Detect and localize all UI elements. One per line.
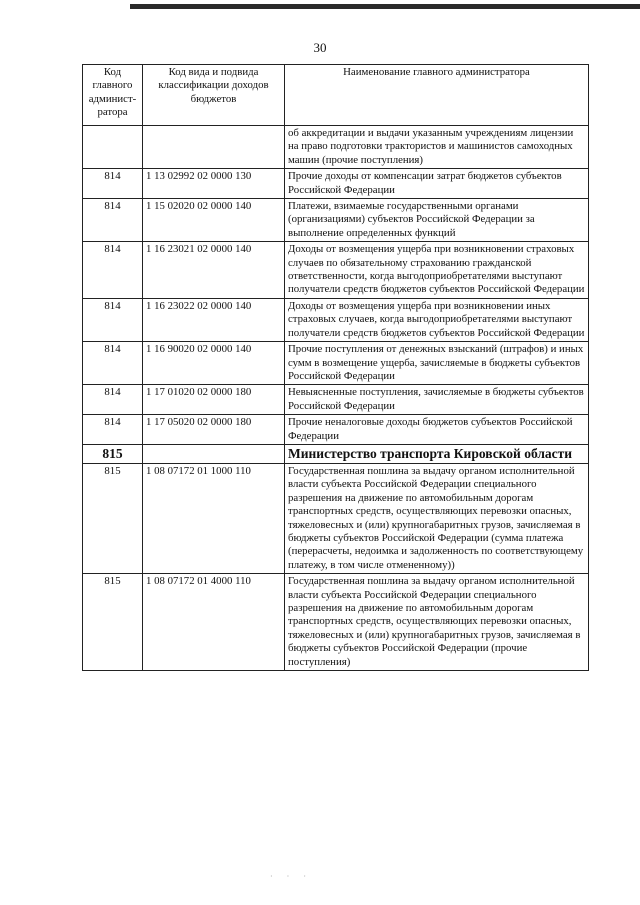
table-section-heading-row: [83, 444, 589, 463]
table-header-row: [83, 65, 589, 126]
admin-name-cell: Платежи, взимаемые государственными органами (организациями) субъектов Российской Федерации за выполнение определенных функций: [285, 199, 589, 242]
revenue-code-cell: 1 15 02020 02 0000 140: [143, 199, 285, 242]
revenue-code-cell: 1 17 05020 02 0000 180: [143, 415, 285, 445]
scan-dots: · · ·: [270, 872, 312, 881]
admin-name-cell: Государственная пошлина за выдачу органом исполнительной власти субъекта Российской Федерации специального разрешения на движение по автомобильным дорогам транспортных средств, осуществляющих перевозки опасных, тяжеловесных и (или) крупногабаритных грузов, зачисляемая в бюджеты субъектов Российской Федерации (сумма платежа (перерасчеты, недоимка и задолженность по соответствующему платежу, в том числе отмененному)): [285, 463, 589, 573]
table-row: [83, 342, 589, 385]
admin-name-cell: Доходы от возмещения ущерба при возникновении иных страховых случаев, когда выгодоприобретателями выступают получатели средств бюджетов субъектов Российской Федерации: [285, 298, 589, 341]
admin-code-cell: 815: [83, 463, 143, 573]
revenue-code-cell: 1 08 07172 01 4000 110: [143, 574, 285, 671]
admin-name-cell: Государственная пошлина за выдачу органом исполнительной власти субъекта Российской Федерации специального разрешения на движение по автомобильным дорогам транспортных средств, осуществляющих перевозки опасных, тяжеловесных и (или) крупногабаритных грузов, зачисляемая в бюджеты субъектов Российской Федерации (прочие поступления): [285, 574, 589, 671]
table-row: [83, 298, 589, 341]
header-revenue-code: Код вида и подвида классификации доходов бюджетов: [143, 65, 285, 126]
table-row: [83, 574, 589, 671]
table-row: [83, 199, 589, 242]
admin-code-cell: [83, 126, 143, 169]
revenue-code-cell: 1 17 01020 02 0000 180: [143, 385, 285, 415]
revenue-code-cell: [143, 126, 285, 169]
header-admin-name: Наименование главного администратора: [285, 65, 589, 126]
revenue-code-cell: 1 16 90020 02 0000 140: [143, 342, 285, 385]
revenue-code-cell: 1 13 02992 02 0000 130: [143, 169, 285, 199]
revenue-administrators-table: [82, 64, 589, 671]
admin-code-cell: 814: [83, 199, 143, 242]
admin-code-cell: 814: [83, 385, 143, 415]
admin-name-cell: Прочие неналоговые доходы бюджетов субъектов Российской Федерации: [285, 415, 589, 445]
admin-code-cell: 815: [83, 574, 143, 671]
table-row: [83, 385, 589, 415]
admin-code-cell: 814: [83, 242, 143, 299]
admin-name-cell: Министерство транспорта Кировской области: [285, 444, 589, 463]
table-row: [83, 169, 589, 199]
admin-code-cell: 814: [83, 342, 143, 385]
revenue-code-cell: 1 16 23021 02 0000 140: [143, 242, 285, 299]
page-number: 30: [313, 40, 327, 55]
revenue-code-cell: [143, 444, 285, 463]
admin-name-cell: Невыясненные поступления, зачисляемые в бюджеты субъектов Российской Федерации: [285, 385, 589, 415]
table-row: [83, 415, 589, 445]
table-row: [83, 242, 589, 299]
scan-top-rule: [130, 4, 640, 9]
admin-name-cell: об аккредитации и выдачи указанным учреждениям лицензии на право подготовки трактористов и машинистов самоходных машин (прочие поступления): [285, 126, 589, 169]
admin-code-cell: 814: [83, 169, 143, 199]
admin-name-cell: Прочие доходы от компенсации затрат бюджетов субъектов Российской Федерации: [285, 169, 589, 199]
revenue-code-cell: 1 08 07172 01 1000 110: [143, 463, 285, 573]
table-row: [83, 463, 589, 573]
admin-code-cell: 815: [83, 444, 143, 463]
admin-code-cell: 814: [83, 415, 143, 445]
admin-name-cell: Доходы от возмещения ущерба при возникновении страховых случаев по обязательному страхованию гражданской ответственности, когда выгодоприобретателями выступают получатели средств бюджетов субъектов Российской Федерации: [285, 242, 589, 299]
table-row: [83, 126, 589, 169]
admin-name-cell: Прочие поступления от денежных взысканий (штрафов) и иных сумм в возмещение ущерба, зачисляемые в бюджеты субъектов Российской Федерации: [285, 342, 589, 385]
revenue-code-cell: 1 16 23022 02 0000 140: [143, 298, 285, 341]
header-admin-code: Код главного админист-ратора: [83, 65, 143, 126]
admin-code-cell: 814: [83, 298, 143, 341]
